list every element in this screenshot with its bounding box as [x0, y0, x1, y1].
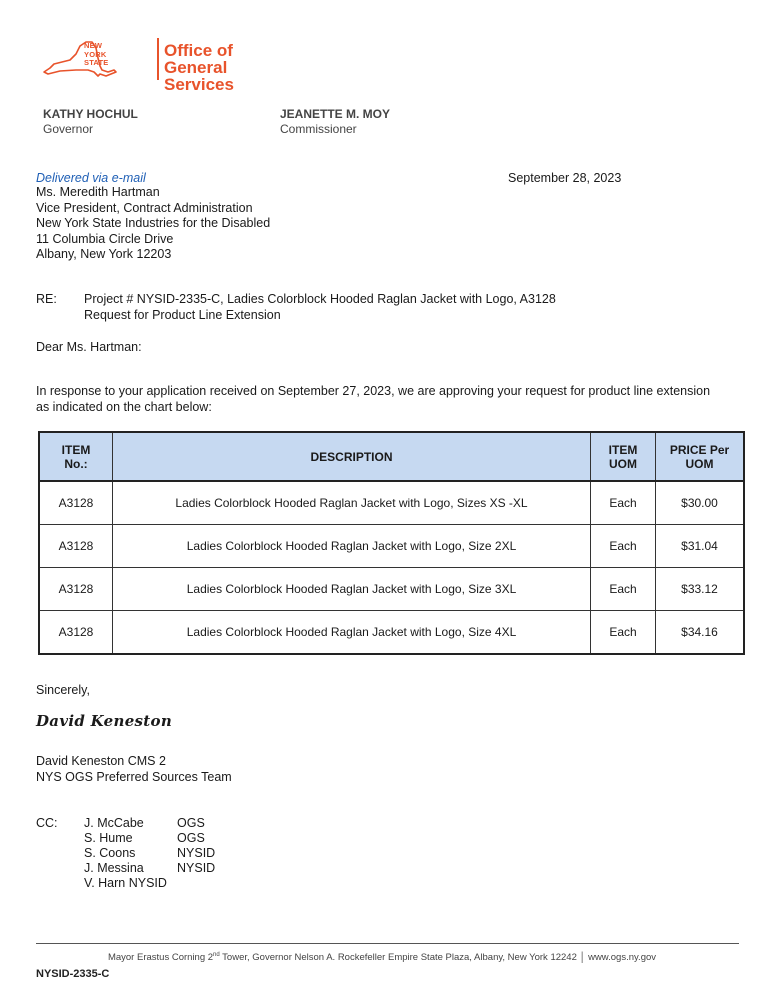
handwritten-signature: David Keneston [36, 712, 173, 730]
delivery-note: Delivered via e-mail [36, 171, 146, 185]
governor-block [43, 107, 138, 136]
cc-org: OGS [177, 831, 205, 845]
cell-description: Ladies Colorblock Hooded Raglan Jacket with Logo, Size 2XL [113, 525, 591, 568]
signer-name: David Keneston CMS 2 [36, 754, 166, 768]
cell-price: $31.04 [656, 525, 745, 568]
header-price-per-uom: PRICE Per UOM [656, 432, 745, 481]
header-item-no: ITEM No.: [39, 432, 113, 481]
cc-orgs [177, 816, 215, 876]
cell-item: A3128 [39, 525, 113, 568]
logo-state-text: NEW YORK STATE [84, 41, 109, 67]
governor-name: KATHY HOCHUL [43, 107, 138, 121]
cell-uom: Each [591, 611, 656, 655]
re-line-1: Project # NYSID-2335-C, Ladies Colorblock Hooded Raglan Jacket with Logo, A3128 [84, 292, 556, 306]
governor-title: Governor [43, 122, 94, 136]
cc-name: J. McCabe [84, 816, 144, 830]
commissioner-block [280, 107, 390, 136]
agency-logo [40, 38, 280, 94]
cell-uom: Each [591, 568, 656, 611]
cc-org: NYSID [177, 861, 216, 875]
cc-name: J. Messina [84, 861, 144, 875]
signer-team: NYS OGS Preferred Sources Team [36, 769, 232, 784]
header-description: DESCRIPTION [113, 432, 591, 481]
address-line: Ms. Meredith Hartman [36, 185, 160, 199]
re-subject [84, 292, 556, 323]
cc-name: S. Coons [84, 846, 136, 860]
agency-name: Office of General Services [164, 41, 234, 94]
recipient-address [36, 185, 270, 263]
table-row [39, 568, 744, 611]
salutation: Dear Ms. Hartman: [36, 340, 142, 354]
table-row [39, 611, 744, 655]
cell-price: $33.12 [656, 568, 745, 611]
closing: Sincerely, [36, 683, 90, 697]
cc-names [84, 816, 167, 891]
commissioner-title: Commissioner [280, 122, 357, 136]
cc-name: V. Harn NYSID [84, 876, 167, 890]
body-paragraph: In response to your application received on September 27, 2023, we are approving your request for product line extension as indicated on the chart below: [36, 384, 711, 414]
cell-uom: Each [591, 525, 656, 568]
cc-org: OGS [177, 816, 205, 830]
re-label: RE: [36, 292, 57, 306]
cell-item: A3128 [39, 481, 113, 525]
address-line: New York State Industries for the Disabled [36, 216, 271, 230]
cc-label: CC: [36, 816, 58, 830]
table-header-row [39, 432, 744, 481]
cc-name: S. Hume [84, 831, 133, 845]
footer-divider [36, 943, 739, 944]
cell-price: $34.16 [656, 611, 745, 655]
header-item-uom: ITEM UOM [591, 432, 656, 481]
commissioner-name: JEANETTE M. MOY [280, 107, 391, 121]
cell-item: A3128 [39, 611, 113, 655]
cell-description: Ladies Colorblock Hooded Raglan Jacket with Logo, Sizes XS -XL [113, 481, 591, 525]
cell-item: A3128 [39, 568, 113, 611]
address-line: Albany, New York 12203 [36, 247, 172, 261]
cell-uom: Each [591, 481, 656, 525]
logo-divider [157, 38, 159, 80]
product-table [38, 431, 745, 655]
letter-date: September 28, 2023 [508, 171, 622, 185]
document-number: NYSID-2335-C [36, 968, 110, 980]
cc-org: NYSID [177, 846, 216, 860]
signer-block [36, 754, 232, 785]
cell-price: $30.00 [656, 481, 745, 525]
cell-description: Ladies Colorblock Hooded Raglan Jacket with Logo, Size 3XL [113, 568, 591, 611]
address-line: Vice President, Contract Administration [36, 200, 253, 215]
footer-address: Mayor Erastus Corning 2nd Tower, Governor Nelson A. Rockefeller Empire State Plaza, Albany, New York 12242 │ www.ogs.ny.gov [107, 952, 657, 964]
address-line: 11 Columbia Circle Drive [36, 231, 174, 246]
table-row [39, 525, 744, 568]
re-line-2: Request for Product Line Extension [84, 307, 281, 322]
table-row [39, 481, 744, 525]
cell-description: Ladies Colorblock Hooded Raglan Jacket with Logo, Size 4XL [113, 611, 591, 655]
